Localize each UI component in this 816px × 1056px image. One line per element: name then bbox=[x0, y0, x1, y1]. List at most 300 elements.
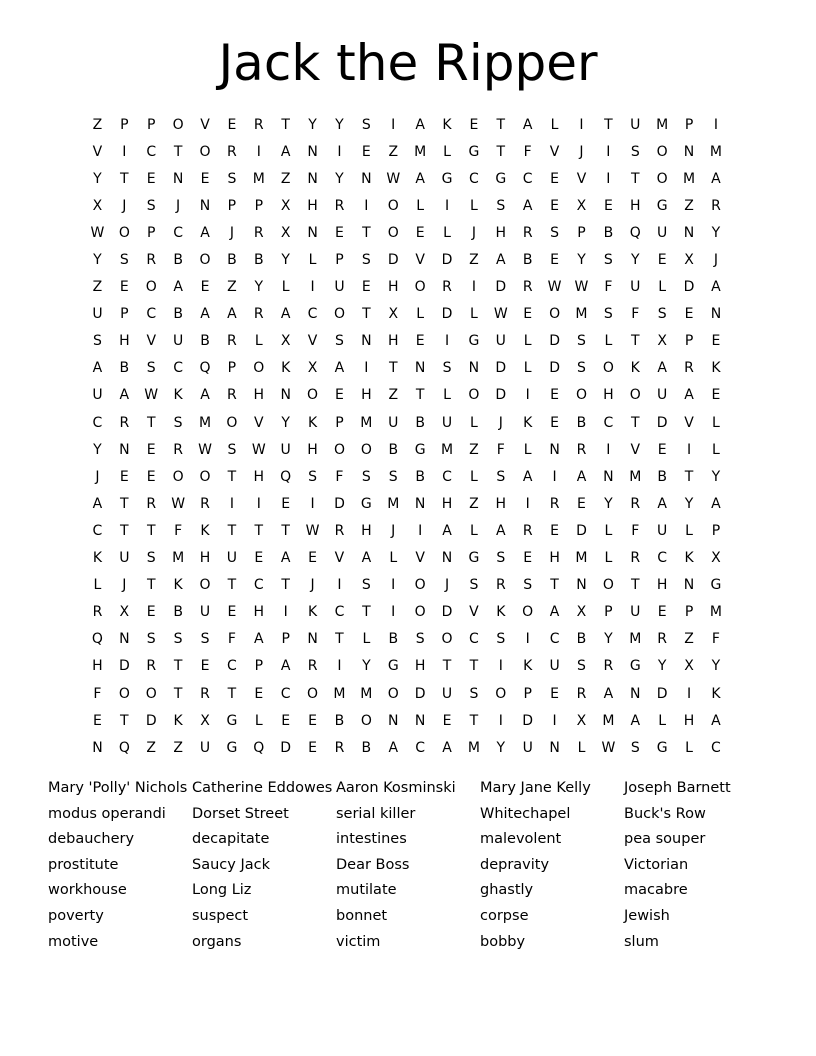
grid-letter: T bbox=[630, 333, 640, 350]
grid-letter: R bbox=[146, 658, 157, 675]
grid-row bbox=[84, 653, 730, 680]
grid-letter: E bbox=[442, 712, 452, 729]
grid-letter: S bbox=[119, 252, 129, 269]
grid-letter: M bbox=[414, 143, 427, 160]
word-list-column bbox=[48, 776, 192, 955]
grid-letter: T bbox=[415, 387, 425, 404]
grid-letter: U bbox=[549, 658, 560, 675]
grid-letter: N bbox=[307, 143, 318, 160]
grid-letter: G bbox=[414, 441, 426, 458]
page-title: Jack the Ripper bbox=[218, 34, 598, 92]
grid-letter: U bbox=[388, 414, 399, 431]
grid-letter: A bbox=[388, 739, 399, 756]
grid-letter: A bbox=[442, 522, 452, 539]
grid-letter: M bbox=[709, 143, 722, 160]
grid-letter: B bbox=[415, 468, 425, 485]
grid-letter: I bbox=[256, 495, 261, 512]
grid-letter: S bbox=[496, 468, 506, 485]
grid-letter: E bbox=[415, 224, 425, 241]
grid-letter: P bbox=[254, 197, 264, 214]
grid-letter: M bbox=[333, 685, 346, 702]
grid-letter: L bbox=[604, 550, 613, 567]
grid-row bbox=[84, 219, 730, 246]
grid-letter: S bbox=[388, 468, 398, 485]
grid-letter: H bbox=[387, 279, 399, 296]
grid-letter: A bbox=[549, 604, 560, 621]
grid-letter: N bbox=[307, 170, 318, 187]
word-list-item: Dorset Street bbox=[192, 805, 289, 822]
grid-letter: X bbox=[280, 224, 291, 241]
grid-letter: Y bbox=[496, 739, 506, 756]
word-list-item: intestines bbox=[336, 831, 407, 848]
grid-letter: S bbox=[227, 441, 237, 458]
grid-letter: G bbox=[468, 143, 480, 160]
grid-letter: R bbox=[630, 550, 641, 567]
grid-letter: Y bbox=[362, 658, 371, 675]
grid-letter: O bbox=[145, 685, 157, 702]
grid-letter: B bbox=[522, 252, 533, 269]
grid-letter: O bbox=[199, 143, 211, 160]
grid-letter: Y bbox=[93, 441, 102, 458]
grid-letter: E bbox=[550, 387, 560, 404]
grid-letter: D bbox=[334, 495, 345, 512]
grid-letter: B bbox=[576, 414, 587, 431]
grid-letter: J bbox=[391, 522, 396, 539]
grid-letter: I bbox=[337, 143, 342, 160]
grid-letter: U bbox=[119, 550, 130, 567]
grid-letter: T bbox=[173, 143, 183, 160]
grid-letter: T bbox=[496, 143, 506, 160]
grid-letter: A bbox=[334, 360, 345, 377]
grid-letter: K bbox=[173, 387, 183, 404]
grid-letter: X bbox=[280, 197, 291, 214]
grid-letter: E bbox=[146, 170, 156, 187]
grid-letter: N bbox=[414, 495, 426, 512]
grid-letter: B bbox=[173, 604, 183, 621]
grid-letter: H bbox=[307, 197, 318, 214]
grid-letter: K bbox=[173, 712, 183, 729]
grid-letter: Z bbox=[684, 197, 694, 214]
grid-letter: J bbox=[122, 577, 127, 594]
grid-letter: I bbox=[364, 197, 369, 214]
grid-letter: D bbox=[441, 604, 453, 621]
grid-letter: O bbox=[307, 387, 319, 404]
grid-letter: V bbox=[254, 414, 264, 431]
grid-letter: T bbox=[281, 116, 290, 133]
grid-letter: B bbox=[657, 468, 667, 485]
grid-letter: N bbox=[361, 170, 372, 187]
grid-letter: L bbox=[470, 522, 478, 539]
grid-letter: H bbox=[199, 550, 211, 567]
grid-letter: J bbox=[176, 197, 181, 214]
grid-letter: J bbox=[122, 197, 127, 214]
grid-letter: L bbox=[604, 333, 613, 350]
grid-letter: A bbox=[657, 360, 667, 377]
grid-letter: T bbox=[120, 170, 129, 187]
grid-letter: E bbox=[711, 333, 721, 350]
grid-letter: O bbox=[414, 604, 426, 621]
grid-letter: O bbox=[549, 306, 561, 323]
word-list-item: organs bbox=[192, 933, 242, 950]
grid-letter: I bbox=[444, 333, 450, 350]
grid-letter: S bbox=[657, 306, 667, 323]
grid-letter: A bbox=[630, 712, 641, 729]
grid-letter: O bbox=[172, 116, 184, 133]
grid-row bbox=[84, 599, 730, 626]
grid-letter: P bbox=[604, 604, 613, 621]
grid-letter: T bbox=[630, 414, 640, 431]
grid-letter: F bbox=[523, 143, 532, 160]
grid-letter: A bbox=[280, 306, 291, 323]
grid-letter: O bbox=[145, 279, 157, 296]
grid-letter: L bbox=[416, 306, 425, 323]
grid-letter: O bbox=[387, 224, 399, 241]
grid-letter: P bbox=[120, 306, 129, 323]
grid-letter: L bbox=[523, 360, 532, 377]
grid-letter: R bbox=[146, 252, 157, 269]
grid-letter: O bbox=[199, 468, 211, 485]
grid-letter: Y bbox=[254, 279, 264, 296]
grid-letter: Y bbox=[577, 252, 586, 269]
word-list-item: malevolent bbox=[480, 831, 562, 848]
grid-letter: E bbox=[281, 495, 291, 512]
grid-letter: S bbox=[361, 116, 371, 133]
grid-row bbox=[84, 626, 730, 653]
grid-letter: S bbox=[550, 224, 560, 241]
grid-letter: O bbox=[360, 712, 372, 729]
grid-letter: I bbox=[471, 279, 476, 296]
word-list-column bbox=[336, 776, 480, 955]
grid-letter: V bbox=[576, 170, 587, 187]
grid-letter: A bbox=[711, 495, 721, 512]
grid-letter: P bbox=[227, 197, 237, 214]
grid-letter: H bbox=[629, 197, 641, 214]
grid-letter: C bbox=[280, 685, 291, 702]
grid-letter: R bbox=[253, 224, 264, 241]
grid-letter: L bbox=[685, 739, 693, 756]
grid-letter: S bbox=[93, 333, 102, 350]
grid-letter: P bbox=[281, 631, 290, 648]
grid-letter: E bbox=[200, 279, 210, 296]
grid-letter: O bbox=[495, 685, 507, 702]
grid-letter: D bbox=[683, 279, 695, 296]
grid-letter: A bbox=[200, 306, 210, 323]
grid-letter: R bbox=[334, 197, 345, 214]
grid-letter: L bbox=[523, 333, 532, 350]
grid-letter: N bbox=[280, 387, 291, 404]
grid-letter: L bbox=[712, 441, 720, 458]
grid-letter: I bbox=[498, 712, 503, 729]
grid-letter: K bbox=[307, 414, 318, 431]
grid-letter: L bbox=[362, 631, 371, 648]
grid-letter: A bbox=[280, 550, 291, 567]
grid-letter: A bbox=[576, 468, 587, 485]
grid-letter: P bbox=[684, 604, 694, 621]
grid-letter: Z bbox=[684, 631, 694, 648]
grid-letter: N bbox=[92, 739, 103, 756]
grid-letter: N bbox=[683, 224, 695, 241]
grid-letter: U bbox=[441, 414, 453, 431]
grid-letter: U bbox=[657, 224, 668, 241]
grid-letter: W bbox=[90, 224, 105, 241]
grid-letter: P bbox=[684, 333, 694, 350]
grid-letter: M bbox=[709, 604, 722, 621]
grid-letter: W bbox=[601, 739, 616, 756]
grid-letter: V bbox=[334, 550, 345, 567]
grid-letter: J bbox=[579, 143, 584, 160]
grid-letter: Z bbox=[469, 441, 479, 458]
grid-letter: L bbox=[93, 577, 102, 594]
grid-letter: Y bbox=[335, 116, 344, 133]
grid-letter: K bbox=[496, 604, 506, 621]
grid-letter: S bbox=[603, 306, 613, 323]
grid-letter: K bbox=[523, 658, 533, 675]
grid-letter: C bbox=[469, 631, 479, 648]
grid-letter: Y bbox=[281, 414, 290, 431]
grid-letter: F bbox=[631, 306, 640, 323]
grid-letter: T bbox=[227, 685, 237, 702]
grid-letter: B bbox=[200, 333, 210, 350]
grid-letter: I bbox=[391, 116, 396, 133]
grid-letter: N bbox=[576, 577, 587, 594]
grid-letter: W bbox=[198, 441, 212, 458]
grid-letter: W bbox=[305, 522, 320, 539]
grid-letter: C bbox=[146, 143, 157, 160]
grid-letter: O bbox=[333, 306, 345, 323]
grid-letter: V bbox=[92, 143, 103, 160]
grid-letter: V bbox=[549, 143, 560, 160]
word-list-item: Mary 'Polly' Nichols bbox=[48, 780, 188, 796]
grid-row bbox=[84, 192, 730, 219]
grid-letter: F bbox=[631, 522, 640, 539]
grid-row bbox=[84, 436, 730, 463]
word-list-item: poverty bbox=[48, 907, 104, 924]
grid-letter: O bbox=[414, 279, 426, 296]
grid-letter: N bbox=[172, 170, 184, 187]
grid-letter: L bbox=[254, 712, 263, 729]
grid-letter: H bbox=[253, 604, 265, 621]
grid-letter: M bbox=[682, 170, 696, 187]
grid-letter: I bbox=[606, 441, 611, 458]
grid-letter: P bbox=[120, 116, 129, 133]
grid-letter: A bbox=[227, 306, 237, 323]
grid-letter: S bbox=[415, 631, 425, 648]
grid-letter: A bbox=[496, 522, 506, 539]
grid-letter: T bbox=[550, 577, 559, 594]
grid-letter: I bbox=[686, 441, 692, 458]
grid-letter: E bbox=[200, 170, 210, 187]
grid-letter: P bbox=[577, 224, 586, 241]
grid-letter: V bbox=[469, 604, 479, 621]
grid-letter: E bbox=[308, 712, 317, 729]
word-list-item: Joseph Barnett bbox=[624, 780, 731, 796]
grid-letter: V bbox=[146, 333, 157, 350]
grid-letter: Y bbox=[93, 252, 102, 269]
grid-letter: F bbox=[174, 522, 183, 539]
word-list-item: Aaron Kosminski bbox=[336, 780, 456, 796]
grid-letter: T bbox=[335, 631, 344, 648]
grid-row bbox=[84, 409, 730, 436]
grid-letter: N bbox=[307, 631, 318, 648]
grid-letter: T bbox=[362, 306, 371, 323]
grid-letter: L bbox=[470, 468, 478, 485]
grid-row bbox=[84, 355, 730, 382]
grid-letter: O bbox=[333, 441, 345, 458]
grid-letter: Z bbox=[388, 143, 399, 160]
grid-letter: X bbox=[684, 252, 694, 269]
grid-letter: X bbox=[388, 306, 399, 323]
grid-letter: W bbox=[171, 495, 186, 512]
word-list-item: Jewish bbox=[624, 907, 670, 924]
grid-letter: L bbox=[712, 414, 720, 431]
word-list-item: slum bbox=[624, 933, 659, 950]
grid-letter: N bbox=[199, 197, 211, 214]
grid-letter: T bbox=[604, 116, 613, 133]
grid-letter: E bbox=[577, 495, 586, 512]
grid-letter: K bbox=[307, 604, 318, 621]
grid-letter: R bbox=[307, 658, 318, 675]
grid-row bbox=[84, 382, 730, 409]
grid-letter: D bbox=[145, 712, 157, 729]
word-list-column bbox=[480, 776, 624, 955]
grid-letter: I bbox=[256, 143, 261, 160]
grid-letter: B bbox=[173, 252, 183, 269]
grid-letter: O bbox=[629, 387, 641, 404]
grid-letter: V bbox=[200, 116, 210, 133]
grid-letter: E bbox=[361, 279, 371, 296]
grid-letter: L bbox=[685, 522, 693, 539]
grid-letter: A bbox=[522, 468, 533, 485]
grid-letter: T bbox=[146, 577, 156, 594]
grid-letter: D bbox=[656, 414, 668, 431]
grid-letter: N bbox=[630, 685, 641, 702]
grid-letter: K bbox=[684, 550, 694, 567]
grid-letter: K bbox=[173, 577, 183, 594]
grid-letter: R bbox=[522, 279, 533, 296]
word-list-item: serial killer bbox=[336, 805, 416, 822]
grid-letter: M bbox=[656, 116, 669, 133]
grid-letter: O bbox=[387, 685, 399, 702]
grid-letter: E bbox=[146, 441, 156, 458]
word-list-item: pea souper bbox=[624, 831, 706, 848]
grid-letter: O bbox=[602, 577, 614, 594]
grid-row bbox=[84, 545, 730, 572]
grid-letter: Y bbox=[308, 116, 317, 133]
grid-letter: S bbox=[577, 658, 586, 675]
grid-letter: J bbox=[713, 252, 718, 269]
grid-letter: G bbox=[710, 577, 722, 594]
grid-letter: S bbox=[630, 739, 640, 756]
grid-letter: I bbox=[337, 658, 342, 675]
grid-letter: E bbox=[254, 685, 264, 702]
grid-letter: A bbox=[711, 170, 721, 187]
grid-letter: S bbox=[469, 685, 479, 702]
grid-letter: C bbox=[334, 604, 345, 621]
grid-letter: I bbox=[310, 279, 315, 296]
grid-letter: B bbox=[119, 360, 130, 377]
grid-row bbox=[84, 274, 730, 301]
grid-letter: X bbox=[92, 197, 103, 214]
grid-letter: Y bbox=[630, 252, 640, 269]
grid-letter: N bbox=[468, 360, 480, 377]
grid-letter: K bbox=[281, 360, 291, 377]
grid-letter: S bbox=[496, 550, 506, 567]
grid-letter: D bbox=[280, 739, 292, 756]
grid-letter: T bbox=[227, 577, 237, 594]
grid-letter: G bbox=[656, 739, 668, 756]
grid-letter: U bbox=[92, 387, 103, 404]
grid-letter: N bbox=[549, 739, 560, 756]
grid-letter: I bbox=[606, 170, 611, 187]
grid-letter: R bbox=[92, 604, 103, 621]
grid-row bbox=[84, 490, 730, 517]
grid-letter: P bbox=[147, 116, 156, 133]
grid-letter: D bbox=[495, 360, 507, 377]
grid-letter: B bbox=[334, 712, 345, 729]
grid-letter: C bbox=[657, 550, 668, 567]
grid-letter: L bbox=[389, 550, 398, 567]
grid-letter: R bbox=[684, 360, 694, 377]
grid-letter: D bbox=[441, 306, 453, 323]
grid-row bbox=[84, 680, 730, 707]
grid-letter: E bbox=[227, 604, 237, 621]
grid-letter: L bbox=[443, 224, 451, 241]
grid-letter: N bbox=[388, 712, 399, 729]
grid-letter: Z bbox=[227, 279, 237, 296]
grid-letter: E bbox=[281, 712, 291, 729]
grid-letter: H bbox=[119, 333, 130, 350]
grid-letter: T bbox=[120, 522, 129, 539]
grid-letter: N bbox=[361, 333, 372, 350]
grid-letter: M bbox=[360, 414, 373, 431]
grid-letter: O bbox=[656, 143, 668, 160]
grid-letter: T bbox=[173, 685, 183, 702]
grid-letter: R bbox=[334, 522, 345, 539]
grid-letter: W bbox=[144, 387, 159, 404]
grid-letter: F bbox=[711, 631, 720, 648]
grid-letter: S bbox=[335, 333, 344, 350]
grid-letter: T bbox=[254, 522, 264, 539]
grid-letter: E bbox=[550, 197, 560, 214]
grid-letter: I bbox=[525, 631, 530, 648]
grid-letter: G bbox=[468, 550, 480, 567]
grid-letter: Q bbox=[280, 468, 292, 485]
grid-letter: E bbox=[657, 252, 667, 269]
grid-letter: E bbox=[227, 116, 237, 133]
grid-letter: O bbox=[118, 224, 130, 241]
grid-letter: H bbox=[683, 712, 695, 729]
grid-letter: R bbox=[253, 116, 264, 133]
grid-letter: E bbox=[361, 143, 371, 160]
grid-letter: L bbox=[308, 252, 317, 269]
grid-letter: R bbox=[119, 414, 130, 431]
grid-letter: S bbox=[361, 577, 371, 594]
grid-letter: I bbox=[364, 360, 369, 377]
grid-letter: Y bbox=[335, 170, 344, 187]
grid-letter: M bbox=[629, 631, 642, 648]
grid-letter: T bbox=[496, 116, 506, 133]
grid-letter: I bbox=[391, 604, 396, 621]
grid-letter: E bbox=[308, 550, 317, 567]
grid-letter: T bbox=[630, 170, 640, 187]
grid-letter: A bbox=[522, 197, 533, 214]
grid-letter: X bbox=[711, 550, 721, 567]
word-list-item: victim bbox=[336, 933, 381, 950]
grid-letter: D bbox=[549, 360, 560, 377]
grid-letter: E bbox=[550, 685, 560, 702]
grid-letter: I bbox=[444, 197, 450, 214]
grid-letter: S bbox=[227, 170, 237, 187]
